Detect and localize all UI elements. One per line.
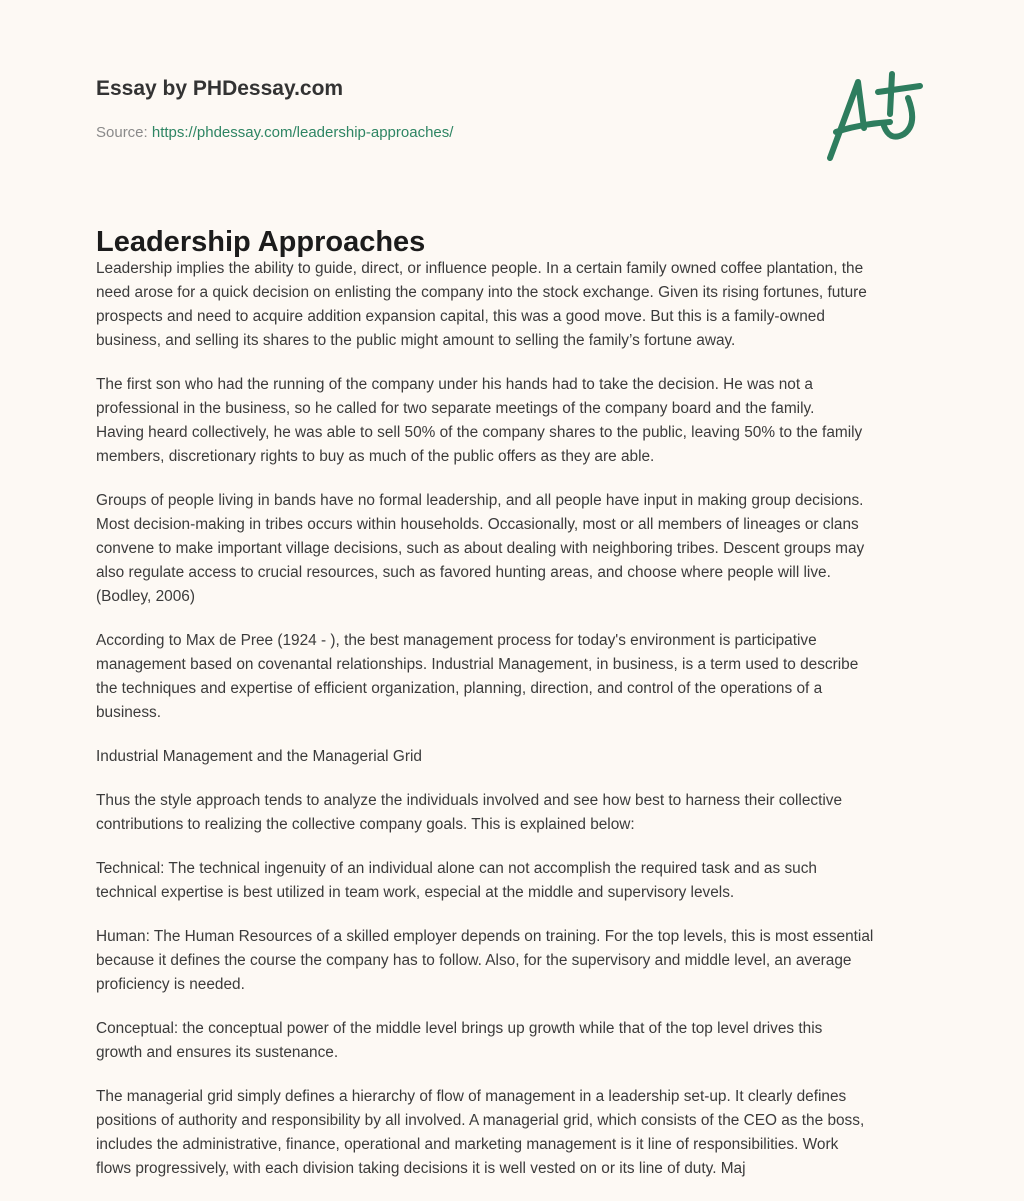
paragraph-line: members, discretionary rights to buy as much of the public offers as they are able. <box>96 448 655 465</box>
essay-paragraph <box>96 1017 936 1065</box>
essay-paragraph <box>96 789 936 837</box>
essay-paragraph <box>96 629 936 725</box>
essay-paragraph <box>96 373 936 469</box>
paragraph-line: the techniques and expertise of efficient organization, planning, direction, and control of the operations of a <box>96 680 823 697</box>
essay-paragraph <box>96 745 936 769</box>
paragraph-line: According to Max de Pree (1924 - ), the best management process for today's environment is participative <box>96 632 817 649</box>
paragraph-line: because it defines the course the company has to follow. Also, for the supervisory and middle level, an average <box>96 952 852 969</box>
paragraph-line: business, and selling its shares to the public might amount to selling the family’s fortune away. <box>96 332 736 349</box>
paragraph-line: technical expertise is best utilized in team work, especial at the middle and supervisory levels. <box>96 884 735 901</box>
source-link[interactable]: https://phdessay.com/leadership-approaches/ <box>151 124 454 141</box>
paragraph-line: need arose for a quick decision on enlisting the company into the stock exchange. Given its rising fortunes, future <box>96 284 867 301</box>
essay-paragraph <box>96 857 936 905</box>
paragraph-line: Human: The Human Resources of a skilled employer depends on training. For the top levels, this is most essential <box>96 928 874 945</box>
paragraph-line: Thus the style approach tends to analyze the individuals involved and see how best to harness their collective <box>96 792 843 809</box>
essay-paragraph <box>96 925 936 997</box>
paragraph-line: contributions to realizing the collective company goals. This is explained below: <box>96 816 635 833</box>
source-line <box>96 124 453 141</box>
a-plus-logo-icon <box>820 68 930 164</box>
paragraph-line: also regulate access to crucial resources, such as favored hunting areas, and choose where people will live. <box>96 564 831 581</box>
paragraph-line: management based on covenantal relationships. Industrial Management, in business, is a term used to describe <box>96 656 859 673</box>
paragraph-line: positions of authority and responsibility by all involved. A managerial grid, which consists of the CEO as the boss, <box>96 1112 865 1129</box>
paragraph-line: Most decision-making in tribes occurs within households. Occasionally, most or all members of lineages or clans <box>96 516 859 533</box>
page-title: Leadership Approaches <box>96 226 426 258</box>
essay-paragraph <box>96 257 936 353</box>
site-brand: Essay by PHDessay.com <box>96 77 344 100</box>
essay-paragraph <box>96 1085 936 1181</box>
essay-body <box>96 257 936 1201</box>
paragraph-line: prospects and need to acquire addition expansion capital, this was a good move. But this is a family-owned <box>96 308 825 325</box>
paragraph-line: Leadership implies the ability to guide, direct, or influence people. In a certain family owned coffee plantation, the <box>96 260 864 277</box>
essay-paragraph <box>96 489 936 609</box>
paragraph-line: includes the administrative, finance, operational and marketing management is it line of responsibilities. Work <box>96 1136 839 1153</box>
paragraph-line: The managerial grid simply defines a hierarchy of flow of management in a leadership set-up. It clearly defines <box>96 1088 847 1105</box>
paragraph-line: proficiency is needed. <box>96 976 245 993</box>
paragraph-line: growth and ensures its sustenance. <box>96 1044 339 1061</box>
paragraph-line: Technical: The technical ingenuity of an individual alone can not accomplish the required task and as such <box>96 860 817 877</box>
paragraph-line: flows progressively, with each division taking decisions it is well vested on or its line of duty. Maj <box>96 1160 746 1177</box>
paragraph-line: Having heard collectively, he was able to sell 50% of the company shares to the public, leaving 50% to the family <box>96 424 863 441</box>
paragraph-line: Industrial Management and the Managerial Grid <box>96 748 422 765</box>
paragraph-line: convene to make important village decisions, such as about dealing with neighboring tribes. Descent groups may <box>96 540 865 557</box>
paragraph-line: The first son who had the running of the company under his hands had to take the decision. He was not a <box>96 376 813 393</box>
paragraph-line: Groups of people living in bands have no formal leadership, and all people have input in making group decisions. <box>96 492 864 509</box>
paragraph-line: Conceptual: the conceptual power of the middle level brings up growth while that of the top level drives this <box>96 1020 823 1037</box>
paragraph-line: business. <box>96 704 162 721</box>
source-label: Source: <box>96 124 148 141</box>
paragraph-line: (Bodley, 2006) <box>96 588 195 605</box>
paragraph-line: professional in the business, so he called for two separate meetings of the company board and the family. <box>96 400 815 417</box>
